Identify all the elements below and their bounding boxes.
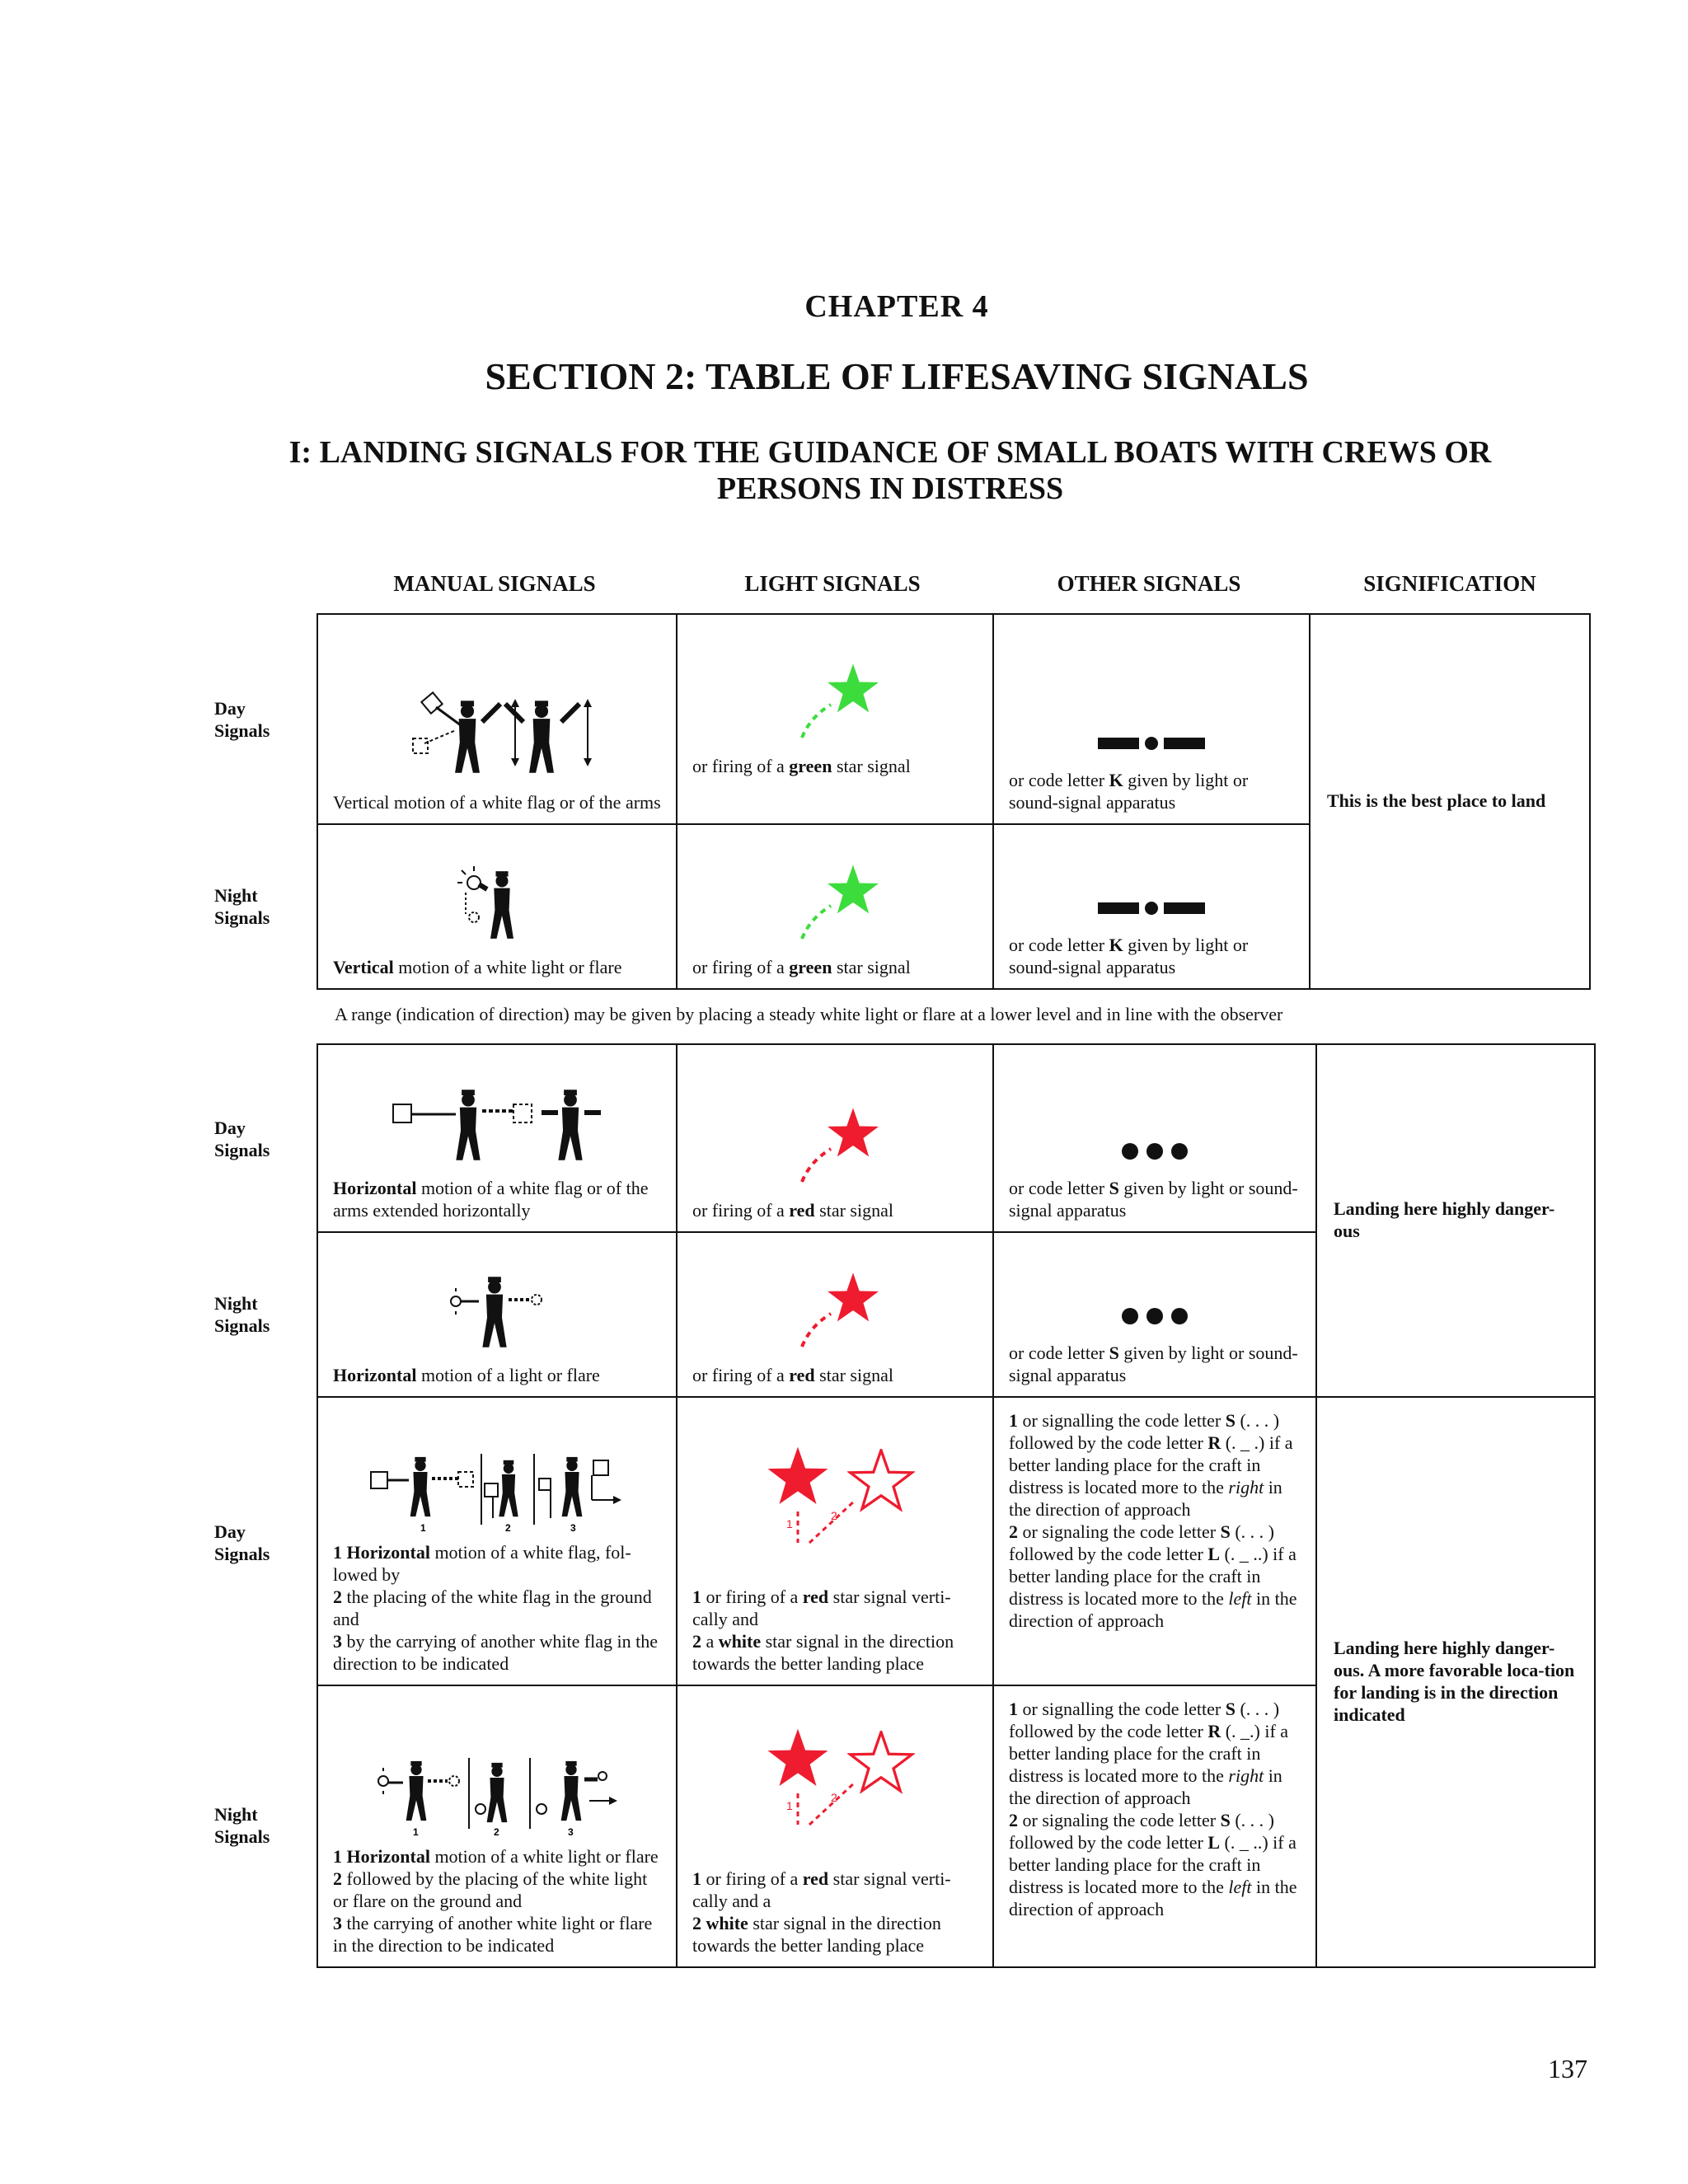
step-number: 3: [570, 1522, 576, 1533]
light-cell: [677, 1232, 993, 1397]
signification-cell: Landing here highly danger-ous. A more favorable loca-tion for landing is in the direction indicated: [1316, 1397, 1595, 1967]
row-label-day: Day Signals: [214, 698, 270, 741]
vertical-flag-motion-icon: [390, 687, 604, 778]
step-number: 1: [786, 1799, 793, 1812]
other-cell: [993, 824, 1310, 989]
three-step-light-signal-icon: [373, 1755, 621, 1837]
row-label-night: Night Signals: [214, 1293, 270, 1336]
manual-cell: [317, 1397, 677, 1685]
signification-cell: This is the best place to land: [1310, 614, 1590, 989]
light-signal-text: or firing of a green star signal: [692, 756, 911, 776]
other-cell: [993, 1232, 1316, 1397]
red-and-white-star-signal-icon: [740, 1719, 930, 1826]
light-signal-text: 1 or firing of a red star signal verti-cally and 2 a white star signal in the direction towards the better landing place: [692, 1586, 954, 1674]
col-header-signification: SIGNIFICATION: [1363, 571, 1536, 596]
other-cell: [993, 1397, 1316, 1685]
signal-table-better-location: [316, 1396, 1596, 1968]
subtitle: I: LANDING SIGNALS FOR THE GUIDANCE OF SMALL BOATS WITH CREWS OR PERSONS IN DISTRESS: [288, 435, 1492, 506]
red-star-signal-icon: [785, 1104, 884, 1186]
red-and-white-star-signal-icon: [740, 1437, 930, 1544]
step-number: 1: [413, 1826, 419, 1837]
table-row: [317, 1044, 1595, 1232]
section-title: SECTION 2: TABLE OF LIFESAVING SIGNALS: [485, 355, 1309, 397]
light-cell: [677, 824, 993, 989]
step-number: 3: [568, 1826, 574, 1837]
other-cell: [993, 614, 1310, 824]
manual-cell: [317, 614, 677, 824]
row-label-day: Day Signals: [214, 1118, 270, 1160]
morse-s-icon: [1118, 1139, 1192, 1164]
three-step-flag-signal-icon: [369, 1451, 625, 1533]
page-number: 137: [1548, 2054, 1587, 2083]
other-signal-text: 1 or signalling the code letter S (. . . ) followed by the code letter R (. _ .) if a better landing place for the craft in distress is located more to the right in the direction of approach 2 or signaling the code letter S (. . . ) followed by the code letter L (. _ ..) if a better landing place for the craft in distress is located more to the left in the direction of approach: [1009, 1410, 1297, 1631]
other-signal-text: or code letter K given by light or sound-signal apparatus: [1009, 935, 1249, 977]
horizontal-light-motion-icon: [448, 1268, 546, 1351]
green-star-signal-icon: [785, 860, 884, 943]
light-signal-text: or firing of a green star signal: [692, 957, 911, 977]
manual-signal-text: Horizontal motion of a light or flare: [333, 1365, 600, 1385]
step-number: 2: [831, 1791, 837, 1804]
other-signal-text: or code letter S given by light or sound-signal apparatus: [1009, 1343, 1298, 1385]
signal-table-best-place: [316, 613, 1591, 990]
manual-cell: [317, 1044, 677, 1232]
step-number: 2: [505, 1522, 511, 1533]
manual-cell: [317, 824, 677, 989]
signification-cell: Landing here highly danger-ous: [1316, 1044, 1595, 1397]
col-header-other: OTHER SIGNALS: [1057, 571, 1241, 596]
vertical-light-motion-icon: [456, 865, 538, 943]
row-label-night: Night Signals: [214, 885, 270, 928]
other-cell: [993, 1685, 1316, 1967]
other-cell: [993, 1044, 1316, 1232]
manual-cell: [317, 1685, 677, 1967]
manual-signal-text: Horizontal motion of a white flag or of the arms extended horizontally: [333, 1178, 649, 1221]
step-number: 2: [494, 1826, 499, 1837]
light-signal-text: or firing of a red star signal: [692, 1365, 893, 1385]
light-signal-text: 1 or firing of a red star signal verti-cally and a 2 white star signal in the direction towards the better landing place: [692, 1868, 951, 1956]
other-signal-text: or code letter K given by light or sound-signal apparatus: [1009, 770, 1249, 813]
chapter-heading: CHAPTER 4: [804, 289, 989, 324]
other-signal-text: or code letter S given by light or sound-signal apparatus: [1009, 1178, 1298, 1221]
step-number: 1: [786, 1517, 793, 1530]
morse-k-icon: [1094, 731, 1209, 756]
red-star-signal-icon: [785, 1268, 884, 1351]
col-header-manual: MANUAL SIGNALS: [393, 571, 596, 596]
signal-table-dangerous: [316, 1043, 1596, 1398]
col-header-light: LIGHT SIGNALS: [744, 571, 921, 596]
light-signal-text: or firing of a red star signal: [692, 1200, 893, 1221]
manual-signal-text: 1 Horizontal motion of a white light or flare 2 followed by the placing of the white light or flare on the ground and 3 the carrying of another white light or flare in the direction to be indicated: [333, 1846, 659, 1956]
light-cell: [677, 614, 993, 824]
horizontal-flag-motion-icon: [390, 1081, 604, 1164]
light-cell: [677, 1044, 993, 1232]
step-number: 2: [831, 1509, 837, 1522]
morse-k-icon: [1094, 896, 1209, 921]
manual-signal-text: Vertical motion of a white light or flare: [333, 957, 622, 977]
table-row: [317, 1397, 1595, 1685]
manual-signal-text: 1 Horizontal motion of a white flag, fol-lowed by 2 the placing of the white flag in the ground and 3 by the carrying of another white flag in the direction to be indicated: [333, 1542, 659, 1674]
green-star-signal-icon: [785, 659, 884, 742]
step-number: 1: [420, 1522, 426, 1533]
table-row: [317, 614, 1590, 824]
other-signal-text: 1 or signalling the code letter S (. . . ) followed by the code letter R (. _.) if a better landing place for the craft in distress is located more to the right in the direction of approach 2 or signaling the code letter S (. . . ) followed by the code letter L (. _ ..) if a better landing place for the craft in distress is located more to the left in the direction of approach: [1009, 1699, 1297, 1919]
row-label-night: Night Signals: [214, 1804, 270, 1847]
range-note: A range (indication of direction) may be given by placing a steady white light or flare at a lower level and in line with the observer: [335, 1004, 1283, 1024]
light-cell: [677, 1685, 993, 1967]
manual-signal-text: Vertical motion of a white flag or of the arms: [333, 792, 661, 813]
row-label-day: Day Signals: [214, 1521, 270, 1564]
morse-s-icon: [1118, 1304, 1192, 1329]
manual-cell: [317, 1232, 677, 1397]
light-cell: [677, 1397, 993, 1685]
